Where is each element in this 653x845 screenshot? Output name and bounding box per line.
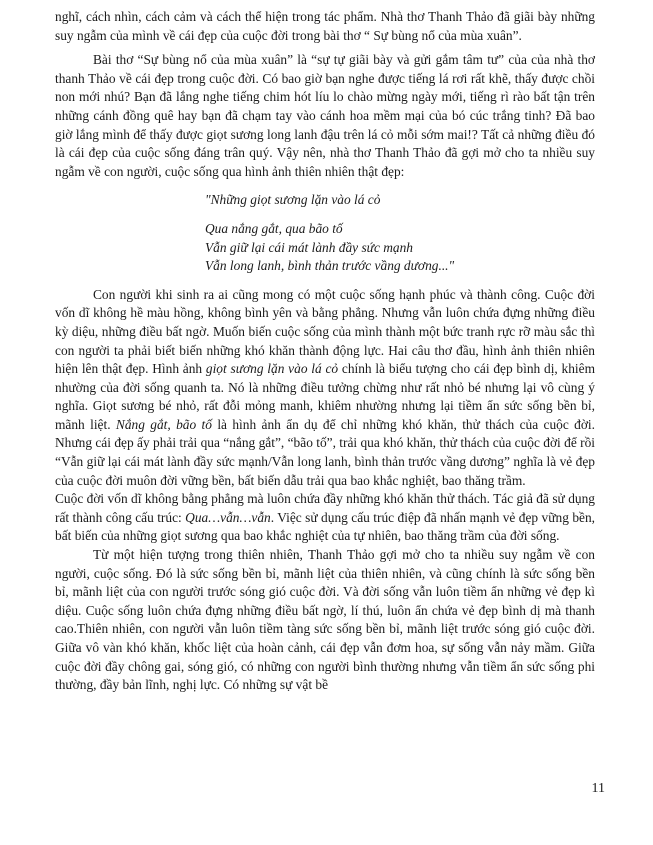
paragraph-intro-continuation: nghĩ, cách nhìn, cách cảm và cách thể hiện trong tác phẩm. Nhà thơ Thanh Thảo đã giãi bày những suy ngẫm của mình về cái đẹp của cuộc đời trong bài thơ “ Sự bùng nổ của mùa xuân”. xyxy=(55,9,595,43)
structure-text-b: . Việc sử dụng cấu trúc điệp đã nhấn mạnh vẻ đẹp vững bền, bất biến của những giọt sương qua bao khắc nghiệt của tự nhiên, bao thăng trầm của đời sống. xyxy=(55,509,595,544)
paragraph-reflection: Từ một hiện tượng trong thiên nhiên, Thanh Thảo gợi mở cho ta nhiều suy ngẫm về con người, cuộc sống. Đó là sức sống bền bỉ, mãnh liệt của thiên nhiên, và cũng chính là sức sống bền bỉ, mãnh liệt của con người trước sóng gió cuộc đời. Và đời sống vẫn luôn tiềm ẩn những vẻ đẹp kì diệu. Cuộc sống luôn chứa đựng những điều bất ngờ, lí thú, luôn ẩn chứa vẻ đẹp bình dị mà thanh cao.Thiên nhiên, con người vẫn luôn tiềm tàng sức sống bền bỉ, mãnh liệt trước sóng gió cuộc đời. Giữa vô vàn khó khăn, khốc liệt của hoàn cảnh, cái đẹp vẫn đơm hoa, sự sống vẫn nảy mầm. Giữa cuộc đời đầy chông gai, sóng gió, có những con người bình thường nhưng vẫn tiềm ẩn sức sống phi thường, đầy bản lĩnh, nghị lực. Có những sự vật bề xyxy=(55,547,595,693)
analysis-text-a: Con người khi sinh ra ai cũng mong có một cuộc sống hạnh phúc và thành công. Cuộc đời vốn dĩ không hề màu hồng, không bình yên và bằng phẳng. Nhưng vẫn luôn chứa đựng những điều kỳ diệu, những điều bất ngờ. Muốn biến cuộc sống của mình thành một bức tranh rực rỡ màu sắc thì con người ta phải biết biến những khó khăn thành động lực. Hai câu thơ đầu, hình ảnh thiên nhiên hiện lên thật đẹp. Hình ảnh xyxy=(55,286,595,377)
page-number: 11 xyxy=(591,781,605,796)
structure-text-a: Cuộc đời vốn dĩ không bằng phẳng mà luôn chứa đầy những khó khăn thử thách. Tác giả đã sử dụng rất thành công cấu trúc: xyxy=(55,491,595,525)
paragraph-structure xyxy=(55,490,595,546)
poem-line-4: Vẫn long lanh, bình thản trước vầng dương..." xyxy=(205,258,455,274)
analysis-emphasis-sun-storm: Nắng gắt, bão tố xyxy=(115,416,212,432)
poem-line-1: "Những giọt sương lặn vào lá cỏ xyxy=(205,192,381,208)
analysis-emphasis-dewdrop: giọt sương lặn vào lá cỏ xyxy=(205,361,339,377)
paragraph-analysis xyxy=(55,286,595,491)
structure-emphasis: Qua…vẫn…vẫn xyxy=(185,509,271,525)
poem-quote xyxy=(205,191,595,275)
analysis-text-b: chính là biểu tượng cho cái đẹp bình dị, khiêm nhường của đời sống quanh ta. Nó là những điều tưởng chừng như rất nhỏ bé nhưng lại vô cùng ý nghĩa. Giọt sương bé nhỏ, rất đỗi mỏng manh, khiêm nhường nhưng lại tiềm ẩn sức sống bền bỉ, mãnh liệt. xyxy=(55,361,595,432)
poem-line-2: Qua nắng gắt, qua bão tố xyxy=(205,220,343,236)
analysis-text-c: là hình ảnh ẩn dụ để chỉ những khó khăn, thử thách của cuộc đời. Nhưng cái đẹp ấy phải trải qua “nắng gắt”, “bão tố”, trải qua khó khăn, thử thách của cuộc đời để rồi “Vẫn giữ lại cái mát lành đầy sức mạnh/Vẫn long lanh, bình thản trước vầng dương” nghĩa là vẻ đẹp của cuộc đời muôn đời vững bền, bất biến dẫu trải qua bao khắc nghiệt, bao thăng trầm. xyxy=(55,416,595,488)
paragraph-poem-introduction: Bài thơ “Sự bùng nổ của mùa xuân” là “sự tự giãi bày và gửi gắm tâm tư” của của nhà thơ thanh Thảo về cái đẹp trong cuộc đời. Có bao giờ bạn nghe được tiếng lá rơi rất khẽ, thấy được chồi non mới nhú? Bạn đã lắng nghe tiếng chim hót líu lo chào mừng ngày mới, tiếng rì rào bất tận trên những cánh đồng quê hay bạn đã chạm tay vào cánh hoa mềm mại của bó cúc trắng tinh? Đã bao giờ lắng mình để thấy được giọt sương long lanh đậu trên lá cỏ mỗi sớm mai!? Tất cả những điều đó là cái đẹp của cuộc sống đáng trân quý. Vậy nên, nhà thơ Thanh Thảo đã gợi mở cho ta nhiều suy ngẫm về con người, cuộc sống qua hình ảnh thiên nhiên thật đẹp: xyxy=(55,52,595,179)
poem-stanza-gap xyxy=(205,210,595,220)
poem-line-3: Vẫn giữ lại cái mát lành đầy sức mạnh xyxy=(205,239,414,255)
